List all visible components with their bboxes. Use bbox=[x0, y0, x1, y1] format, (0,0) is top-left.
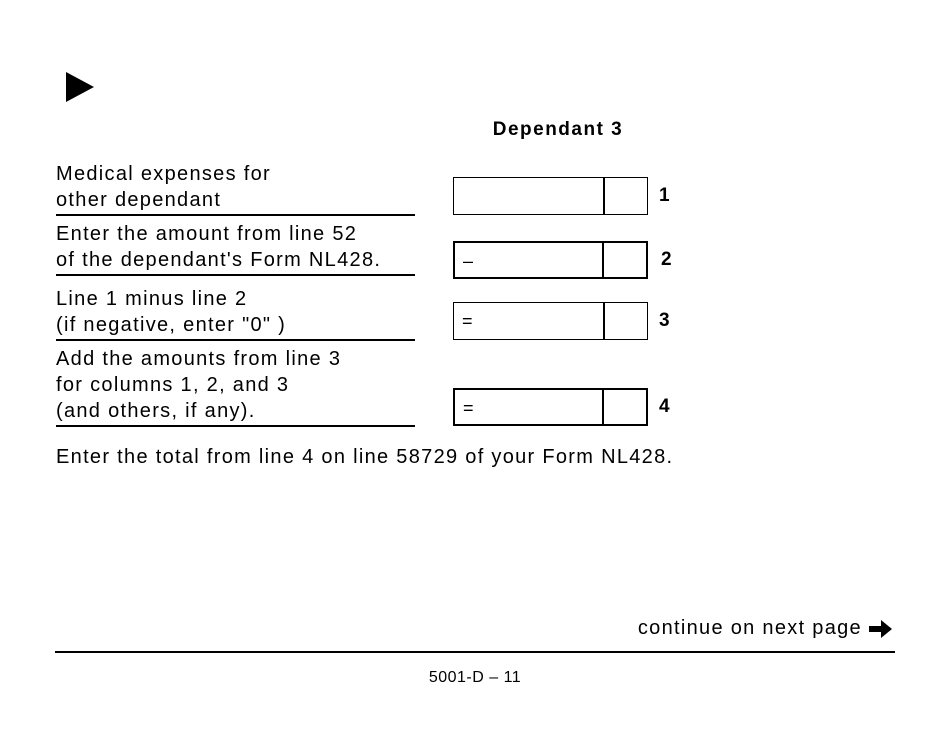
row-2-label bbox=[56, 221, 415, 276]
row-4-label-line: for columns 1, 2, and 3 bbox=[56, 374, 290, 396]
row-4-label-line: Add the amounts from line 3 bbox=[56, 348, 342, 370]
arrow-right-icon bbox=[867, 618, 894, 640]
line-3-number: 3 bbox=[659, 310, 670, 331]
line-2-number: 2 bbox=[661, 249, 672, 270]
row-3-label-line: Line 1 minus line 2 bbox=[56, 288, 248, 310]
row-4-label bbox=[56, 346, 415, 427]
section-arrow-icon bbox=[66, 72, 94, 102]
column-header: Dependant 3 bbox=[492, 119, 624, 140]
row-1-label bbox=[56, 161, 415, 216]
page-number: 5001-D – 11 bbox=[428, 669, 522, 686]
row-2-label-line: of the dependant's Form NL428. bbox=[56, 249, 382, 271]
line-2-cents-field[interactable] bbox=[602, 243, 646, 277]
continue-link[interactable] bbox=[638, 617, 894, 640]
footer-divider bbox=[55, 651, 895, 653]
line-4-number: 4 bbox=[659, 396, 670, 417]
line-4-amount-field[interactable] bbox=[453, 388, 648, 426]
row-2-label-line: Enter the amount from line 52 bbox=[56, 223, 358, 245]
continue-text: continue on next page bbox=[637, 617, 862, 639]
line-2-amount-field[interactable] bbox=[453, 241, 648, 279]
instruction-text: Enter the total from line 4 on line 58729 of your Form NL428. bbox=[56, 446, 674, 468]
line-1-cents-field[interactable] bbox=[603, 178, 647, 214]
row-1-label-line: other dependant bbox=[56, 189, 222, 211]
row-1-label-line: Medical expenses for bbox=[56, 163, 271, 185]
line-4-operator: = bbox=[463, 398, 474, 418]
line-3-amount-field[interactable] bbox=[453, 302, 648, 340]
row-3-label-line: (if negative, enter "0" ) bbox=[56, 314, 287, 336]
row-4-label-line: (and others, if any). bbox=[56, 400, 256, 422]
line-2-operator: – bbox=[463, 251, 474, 271]
line-3-operator: = bbox=[462, 311, 473, 331]
line-1-number: 1 bbox=[659, 185, 670, 206]
line-4-cents-field[interactable] bbox=[602, 390, 646, 424]
line-1-amount-field[interactable] bbox=[453, 177, 648, 215]
row-3-label bbox=[56, 286, 415, 341]
line-3-cents-field[interactable] bbox=[603, 303, 647, 339]
